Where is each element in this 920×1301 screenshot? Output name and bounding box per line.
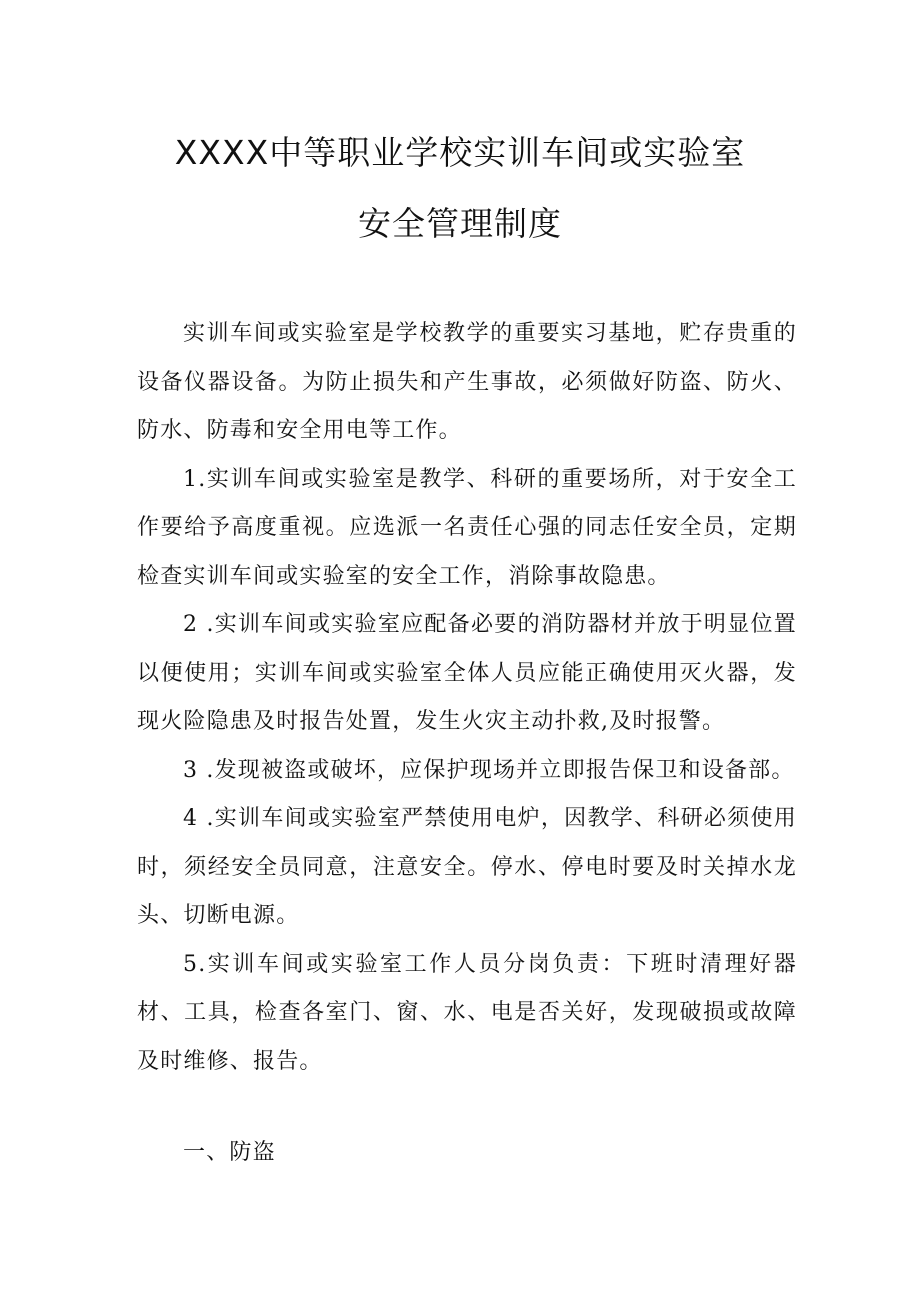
rule-paragraph-2: 2 .实训车间或实验室应配备必要的消防器材并放于明显位置以便使用；实训车间或实验室全体人员应能正确使用灭火器，发现火险隐患及时报告处置，发生火灾主动扑救,及时报警。	[137, 612, 797, 734]
document-body	[137, 310, 797, 1086]
document-title-line-2: 安全管理制度	[358, 204, 562, 243]
rule-paragraph-5: 5.实训车间或实验室工作人员分岗负责：下班时清理好器材、工具，检查各室门、窗、水、电是否关好，发现破损或故障及时维修、报告。	[137, 951, 797, 1074]
rule-paragraph-4: 4 .实训车间或实验室严禁使用电炉，因教学、科研必须使用时，须经安全员同意，注意安全。停水、停电时要及时关掉水龙头、切断电源。	[137, 806, 797, 928]
rule-paragraph-1: 1.实训车间或实验室是教学、科研的重要场所，对于安全工作要给予高度重视。应选派一名责任心强的同志任安全员，定期检查实训车间或实验室的安全工作，消除事故隐患。	[137, 466, 797, 589]
rule-paragraph-3: 3 .发现被盗或破坏，应保护现场并立即报告保卫和设备部。	[183, 757, 795, 783]
section-heading-anti-theft: 一、防盗	[183, 1140, 276, 1165]
intro-paragraph: 实训车间或实验室是学校教学的重要实习基地，贮存贵重的设备仪器设备。为防止损失和产生事故，必须做好防盗、防火、防水、防毒和安全用电等工作。	[137, 321, 797, 443]
document-title-line-1: XXXX中等职业学校实训车间或实验室	[174, 133, 746, 172]
